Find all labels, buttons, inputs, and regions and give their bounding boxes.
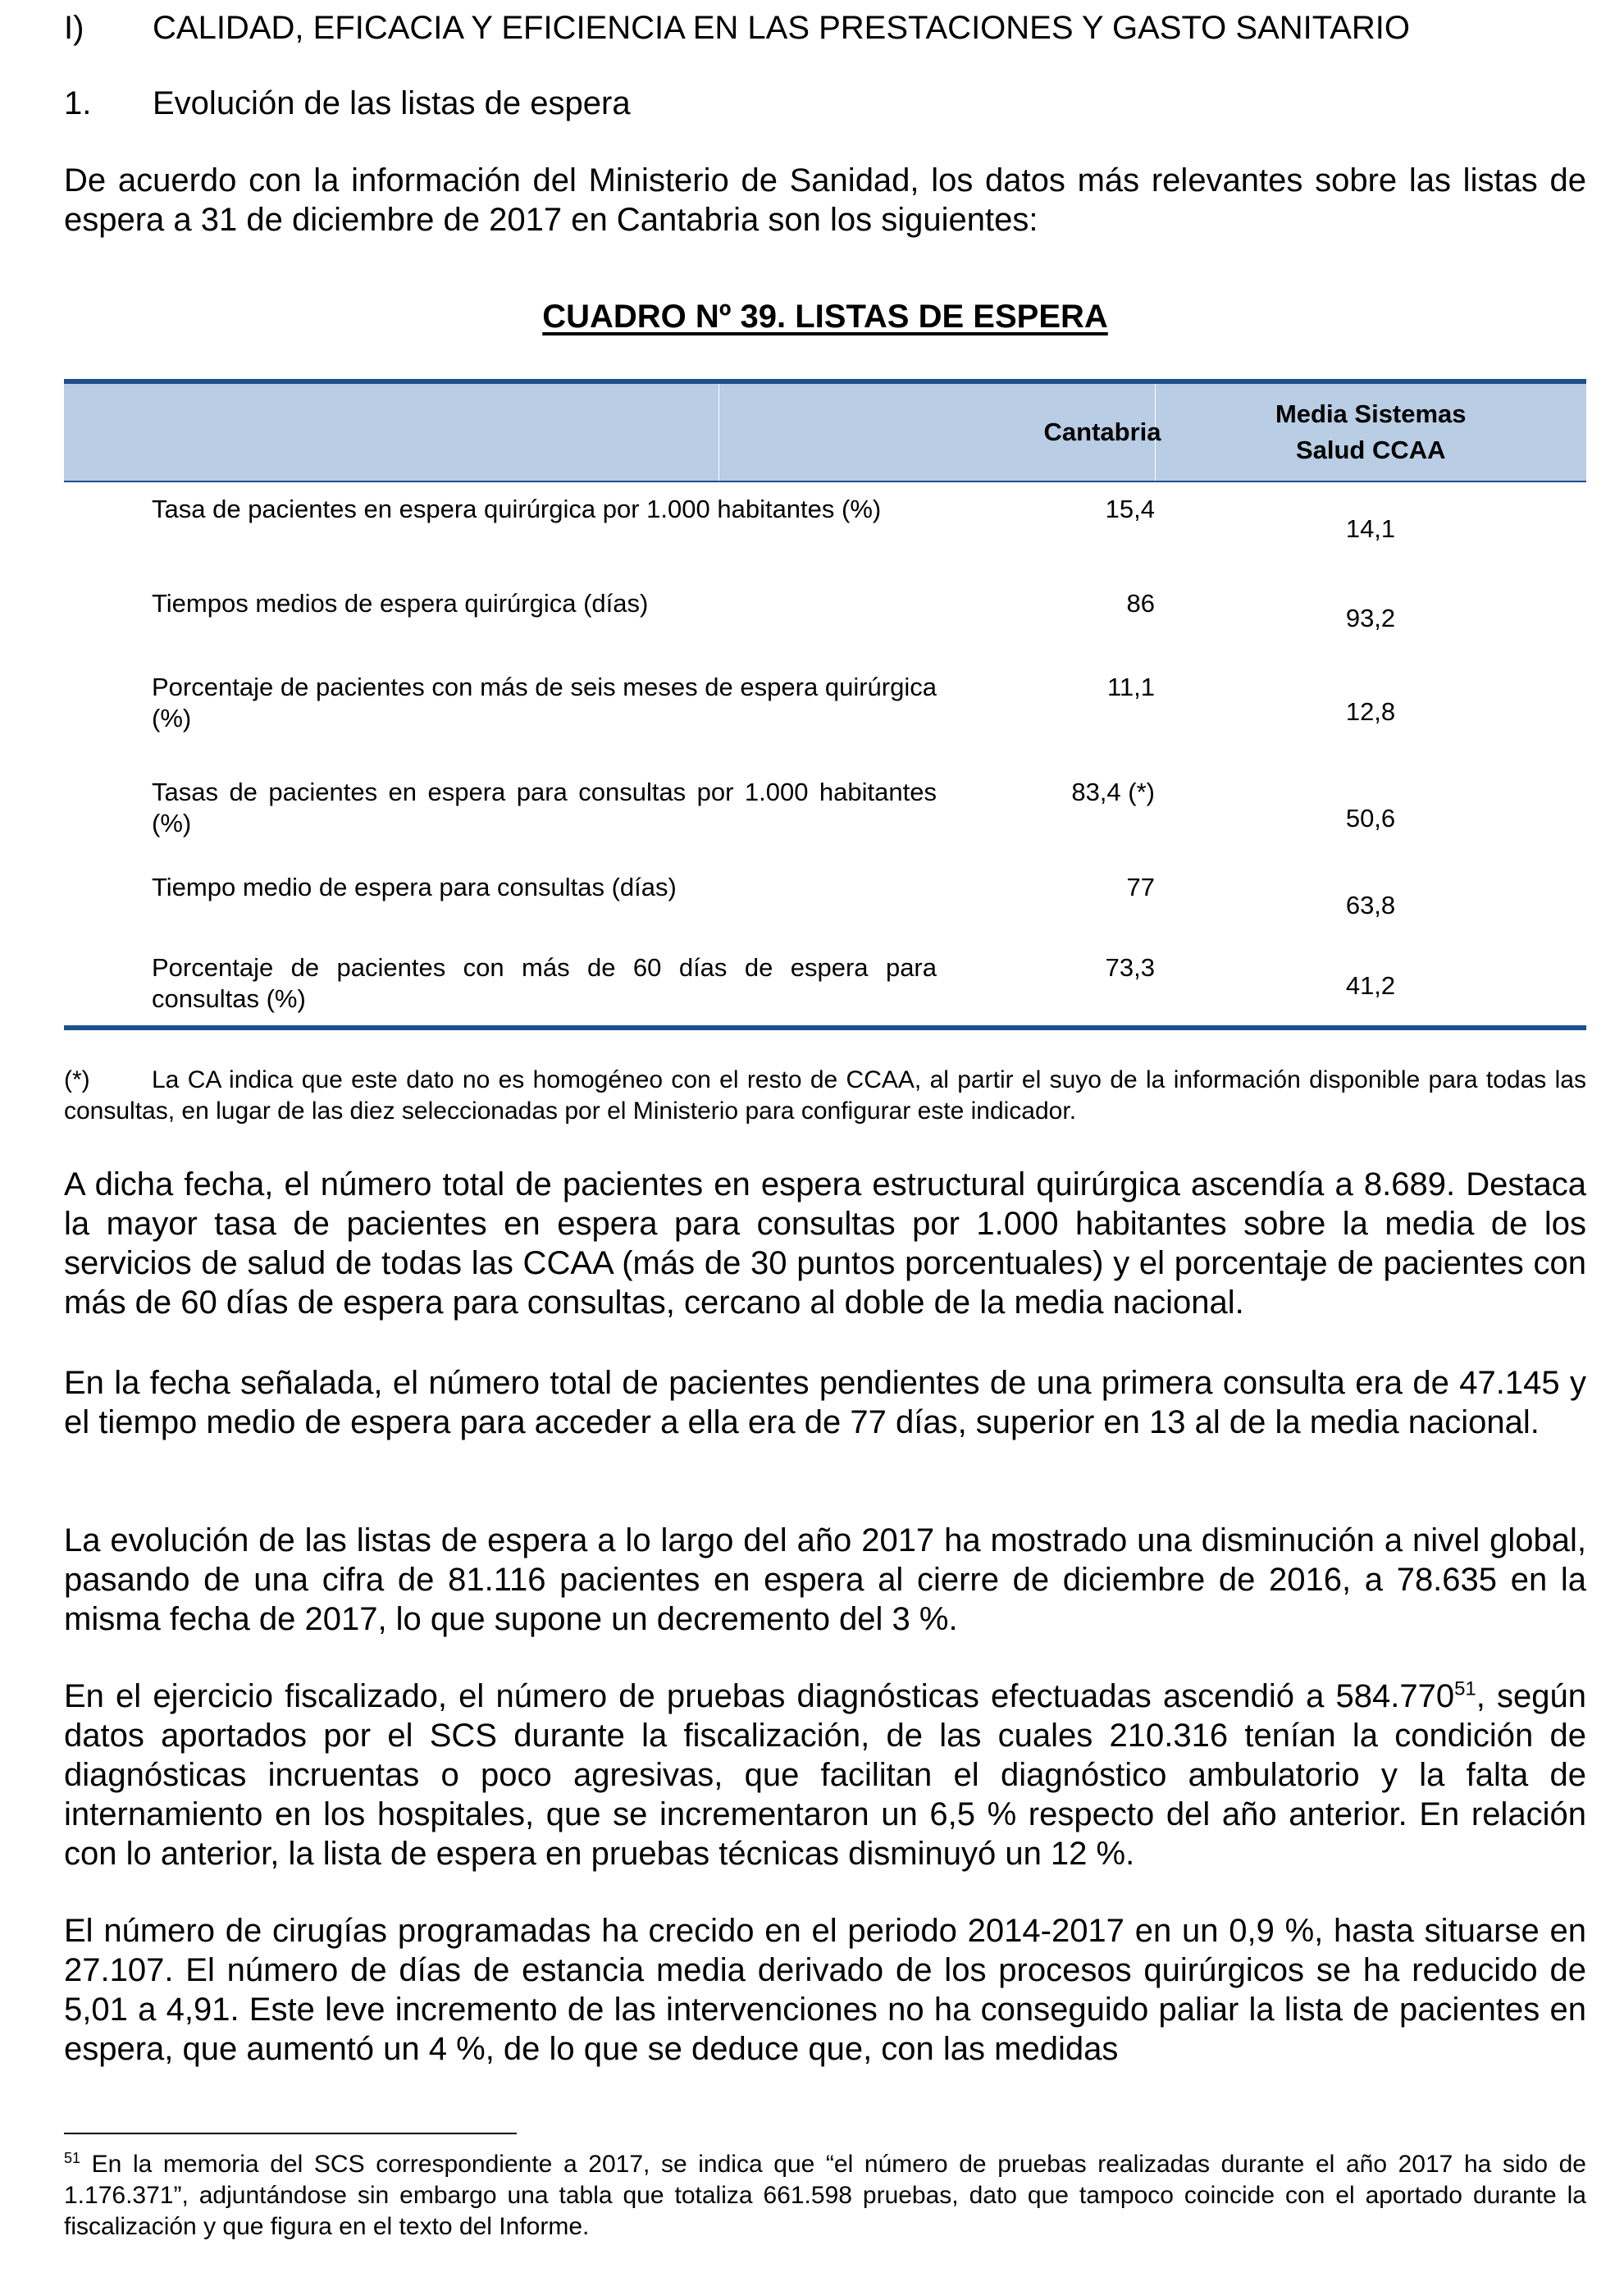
media-value: 14,1 xyxy=(1345,514,1396,543)
table-row xyxy=(64,865,1586,949)
cantabria-value: 11,1 xyxy=(1106,673,1155,701)
subsection-title: Evolución de las listas de espera xyxy=(153,85,631,121)
cantabria-value: 86 xyxy=(1126,589,1155,618)
table-row xyxy=(64,772,1586,865)
paragraph-4: En el ejercicio fiscalizado, el número de pruebas diagnósticas efectuadas ascendió a 584.770$^{51}$, según datos aportados por el SCS durante la fiscalización, de las cuales 210.316 tenían la condición de diagnósticas incruentas o poco agresivas, que facilitan el diagnóstico ambulatorio y la falta de internamiento en los hospitales, que se incrementaron un 6,5 % respecto del año anterior. En relación con lo anterior, la lista de espera en pruebas técnicas disminuyó un 12 %. xyxy=(64,1677,1586,1872)
intro-paragraph: De acuerdo con la información del Ministerio de Sanidad, los datos más relevantes sobre las listas de espera a 31 de diciembre de 2017 en Cantabria son los siguientes: xyxy=(64,162,1586,238)
section-title: CALIDAD, EFICACIA Y EFICIENCIA EN LAS PRESTACIONES Y GASTO SANITARIO xyxy=(153,10,1411,46)
table-note-text: La CA indica que este dato no es homogéneo con el resto de CCAA, al partir el suyo de la información disponible para todas las consultas, en lugar de las diez seleccionadas por el Ministerio para configurar este indicador. xyxy=(64,1066,1586,1125)
media-value: 50,6 xyxy=(1345,804,1396,833)
row-label: Tiempos medios de espera quirúrgica (días) xyxy=(152,589,649,618)
header-media-line1: Media Sistemas xyxy=(1275,399,1467,428)
footnote-ref[interactable]: 51 xyxy=(1454,1677,1476,1700)
subsection-number: 1. xyxy=(64,85,92,121)
cantabria-value: 77 xyxy=(1126,873,1155,901)
section-number: I) xyxy=(64,10,84,46)
table-title: CUADRO Nº 39. LISTAS DE ESPERA xyxy=(542,299,1108,335)
table-note-mark: (*) xyxy=(64,1066,90,1093)
media-value: 63,8 xyxy=(1345,891,1396,919)
media-value: 41,2 xyxy=(1155,949,1586,1028)
row-label: Tiempo medio de espera para consultas (días) xyxy=(152,873,677,901)
footnote xyxy=(64,2149,1586,2243)
footnote-number: 51 xyxy=(64,2150,81,2166)
media-value: 93,2 xyxy=(1345,604,1396,632)
footnote-text: En la memoria del SCS correspondiente a 2017, se indica que “el número de pruebas realizadas durante el año 2017 ha sido de 1.176.371”, adjuntándose sin embargo una tabla que totaliza 661.598 pruebas, dato que tampoco coincide con el aportado durante la fiscalización y que figura en el texto del Informe. xyxy=(64,2151,1586,2240)
table-note xyxy=(64,1065,1586,1127)
table-row xyxy=(64,667,1586,772)
row-label: Porcentaje de pacientes con más de seis meses de espera quirúrgica (%) xyxy=(152,673,937,732)
table-row xyxy=(64,573,1586,667)
subsection-heading xyxy=(64,85,631,122)
header-media-line2: Salud CCAA xyxy=(1295,436,1446,464)
table-row xyxy=(64,949,1586,1028)
cantabria-value: 83,4 (*) xyxy=(1071,778,1155,806)
header-media-ccaa xyxy=(1155,381,1586,481)
header-cantabria: Cantabria xyxy=(718,381,1155,481)
media-value: 12,8 xyxy=(1345,697,1396,726)
paragraph-1: A dicha fecha, el número total de pacientes en espera estructural quirúrgica ascendía a 8.689. Destaca la mayor tasa de pacientes en espera para consultas por 1.000 habitantes sobre la media de los servicios de salud de todas las CCAA (más de 30 puntos porcentuales) y el porcentaje de pacientes con más de 60 días de espera para consultas, cercano al doble de la media nacional. xyxy=(64,1166,1586,1321)
waiting-lists-table xyxy=(64,379,1586,1030)
row-label: Tasas de pacientes en espera para consultas por 1.000 habitantes (%) xyxy=(152,778,937,837)
row-label: Porcentaje de pacientes con más de 60 días de espera para consultas (%) xyxy=(152,953,937,1013)
paragraph-3: La evolución de las listas de espera a lo largo del año 2017 ha mostrado una disminución a nivel global, pasando de una cifra de 81.116 pacientes en espera al cierre de diciembre de 2016, a 78.635 en la misma fecha de 2017, lo que supone un decremento del 3 %. xyxy=(64,1522,1586,1637)
paragraph-5: El número de cirugías programadas ha crecido en el periodo 2014-2017 en un 0,9 %, hasta situarse en 27.107. El número de días de estancia media derivado de los procesos quirúrgicos se ha reducido de 5,01 a 4,91. Este leve incremento de las intervenciones no ha conseguido paliar la lista de pacientes en espera, que aumentó un 4 %, de lo que se deduce que, con las medidas xyxy=(64,1913,1586,2067)
table-header-row xyxy=(64,381,1586,481)
header-empty-cell xyxy=(64,381,718,481)
row-label: Tasa de pacientes en espera quirúrgica por 1.000 habitantes (%) xyxy=(152,495,882,523)
paragraph-2: En la fecha señalada, el número total de pacientes pendientes de una primera consulta era de 47.145 y el tiempo medio de espera para acceder a ella era de 77 días, superior en 13 al de la media nacional. xyxy=(64,1365,1586,1440)
table-row xyxy=(64,481,1586,573)
cantabria-value: 15,4 xyxy=(1105,495,1155,523)
cantabria-value: 73,3 xyxy=(718,949,1155,1028)
footnote-divider xyxy=(64,2133,517,2134)
section-heading xyxy=(64,10,1410,47)
